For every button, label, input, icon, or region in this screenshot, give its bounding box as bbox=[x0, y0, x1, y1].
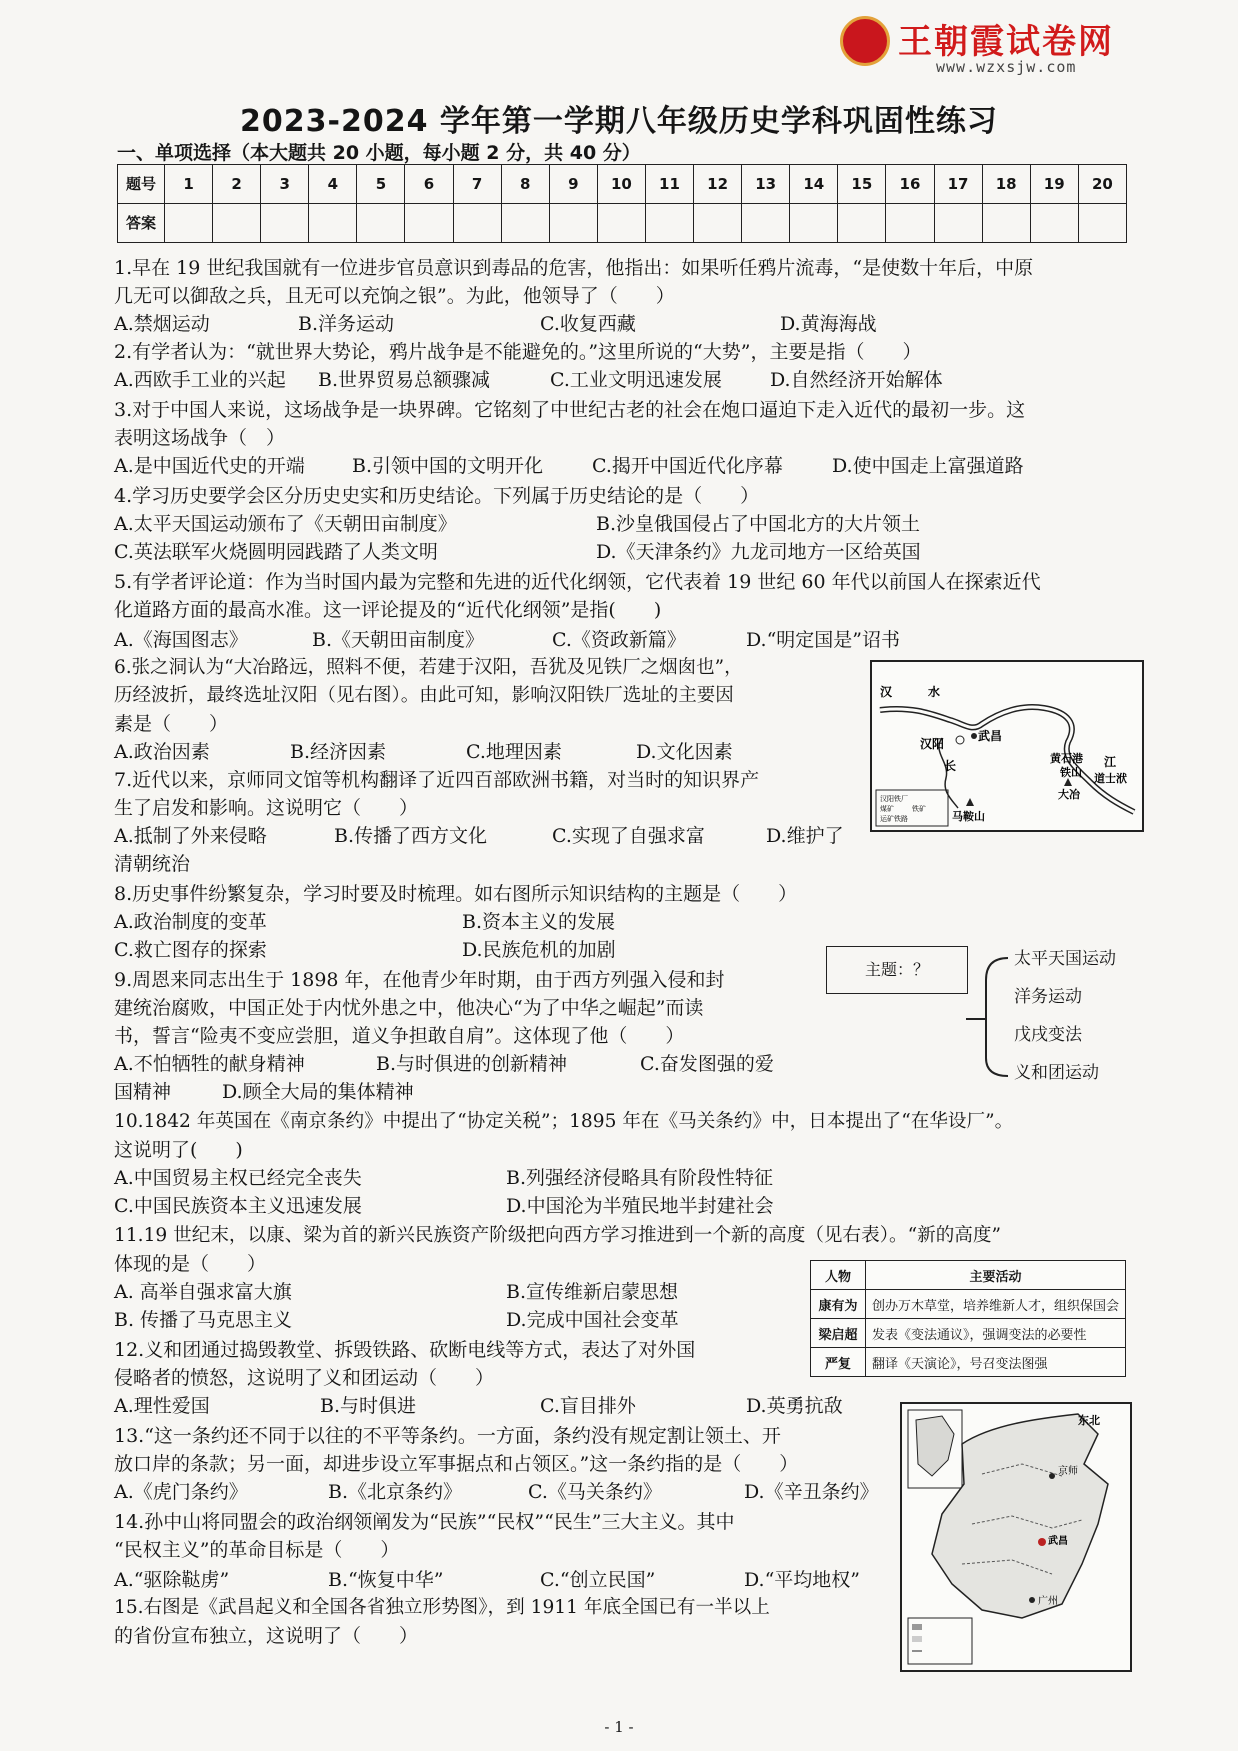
q5-option-d[interactable]: D.“明定国是”诏书 bbox=[746, 629, 901, 651]
question-number-cell: 14 bbox=[790, 165, 838, 204]
q4-option-b[interactable]: B.沙皇俄国侵占了中国北方的大片领土 bbox=[596, 513, 921, 535]
answer-cell[interactable] bbox=[742, 204, 790, 243]
q8-option-b[interactable]: B.资本主义的发展 bbox=[462, 911, 616, 933]
question-number-cell: 19 bbox=[1030, 165, 1078, 204]
q7-option-a[interactable]: A.抵制了外来侵略 bbox=[114, 825, 267, 847]
q9-stem: 书，誓言“险夷不变应尝胆，道义争担敢自肩”。这体现了他（ ） bbox=[114, 1025, 685, 1047]
q6-stem: 历经波折，最终选址汉阳（见右图）。由此可知，影响汉阳铁厂选址的主要因 bbox=[114, 685, 734, 706]
q4-option-c[interactable]: C.英法联军火烧圆明园践踏了人类文明 bbox=[114, 541, 438, 563]
table-row bbox=[811, 1348, 1126, 1377]
question-number-cell: 8 bbox=[501, 165, 549, 204]
q5-option-c[interactable]: C.《资政新篇》 bbox=[552, 629, 686, 651]
q7-stem: 生了启发和影响。这说明它（ ） bbox=[114, 797, 419, 819]
map-label: 武昌 bbox=[1048, 1536, 1068, 1547]
map-label: 长 bbox=[944, 759, 957, 773]
q14-option-c[interactable]: C.“创立民国” bbox=[540, 1569, 656, 1591]
q4-option-d[interactable]: D.《天津条约》九龙司地方一区给英国 bbox=[596, 541, 921, 563]
china-outline bbox=[932, 1414, 1108, 1618]
answer-cell[interactable] bbox=[694, 204, 742, 243]
q1-option-a[interactable]: A.禁烟运动 bbox=[114, 313, 210, 335]
q10-stem: 10.1842 年英国在《南京条约》中提出了“协定关税”；1895 年在《马关条约》中，日本提出了“在华设厂”。 bbox=[114, 1111, 1014, 1132]
page-number: - 1 - bbox=[604, 1718, 634, 1736]
q3-option-b[interactable]: B.引领中国的文明开化 bbox=[352, 455, 544, 477]
question-number-cell: 13 bbox=[742, 165, 790, 204]
q6-option-a[interactable]: A.政治因素 bbox=[114, 741, 210, 763]
question-number-cell: 15 bbox=[838, 165, 886, 204]
answer-table-answer-row bbox=[118, 204, 1127, 243]
question-number-cell: 3 bbox=[261, 165, 309, 204]
question-number-cell: 5 bbox=[357, 165, 405, 204]
q10-option-d[interactable]: D.中国沦为半殖民地半封建社会 bbox=[506, 1195, 774, 1217]
reformers-table bbox=[810, 1260, 1126, 1377]
answer-cell[interactable] bbox=[501, 204, 549, 243]
table-cell-person: 康有为 bbox=[811, 1290, 866, 1319]
brand-seal-icon bbox=[840, 16, 890, 66]
table-row bbox=[811, 1319, 1126, 1348]
q7-stem: 7.近代以来，京师同文馆等机构翻译了近四百部欧洲书籍，对当时的知识界产 bbox=[114, 769, 760, 791]
capital-marker bbox=[1049, 1473, 1055, 1479]
q13-stem: 13.“这一条约还不同于以往的不平等条约。一方面，条约没有规定割让领土、开 bbox=[114, 1425, 781, 1447]
q4-stem: 4.学习历史要学会区分历史史实和历史结论。下列属于历史结论的是（ ） bbox=[114, 485, 760, 507]
diagram-item: 戊戌变法 bbox=[1014, 1025, 1082, 1045]
q7-option-b[interactable]: B.传播了西方文化 bbox=[334, 825, 488, 847]
map-label: 东北 bbox=[1078, 1414, 1100, 1427]
q2-option-d[interactable]: D.自然经济开始解体 bbox=[770, 369, 943, 391]
answer-cell[interactable] bbox=[165, 204, 213, 243]
diagram-topic-box: 主题：？ bbox=[826, 946, 968, 994]
map-label: 京师 bbox=[1058, 1466, 1078, 1477]
map-label: 汉 bbox=[880, 685, 893, 699]
brace-curve bbox=[986, 958, 1008, 1076]
question-number-cell: 7 bbox=[453, 165, 501, 204]
q9-option-a[interactable]: A.不怕牺牲的献身精神 bbox=[114, 1053, 305, 1075]
hanyang-ironworks-map bbox=[870, 660, 1144, 832]
wuchang-marker bbox=[1038, 1538, 1046, 1546]
q2-stem: 2.有学者认为：“就世界大势论，鸦片战争是不能避免的。”这里所说的“大势”，主要是指（ ） bbox=[114, 341, 922, 363]
q1-option-b[interactable]: B.洋务运动 bbox=[298, 313, 395, 335]
brand-url: www.wzxsjw.com bbox=[936, 58, 1077, 76]
q7-option-d[interactable]: D.维护了 bbox=[766, 825, 844, 847]
q14-option-d[interactable]: D.“平均地权” bbox=[744, 1569, 861, 1591]
q8-option-a[interactable]: A.政治制度的变革 bbox=[114, 911, 267, 933]
map-drawing bbox=[872, 662, 1142, 830]
answer-cell[interactable] bbox=[261, 204, 309, 243]
q7-option-c[interactable]: C.实现了自强求富 bbox=[552, 825, 705, 847]
map-label: 广州 bbox=[1038, 1596, 1058, 1607]
answer-cell[interactable] bbox=[934, 204, 982, 243]
brand-watermark bbox=[840, 14, 1160, 74]
q11-option-d[interactable]: D.完成中国社会变革 bbox=[506, 1309, 679, 1331]
section-heading: 一、单项选择（本大题共 20 小题，每小题 2 分，共 40 分） bbox=[117, 142, 641, 164]
q12-stem: 12.义和团通过捣毁教堂、拆毁铁路、砍断电线等方式，表达了对外国 bbox=[114, 1339, 696, 1361]
table-header-row bbox=[811, 1261, 1126, 1290]
q5-stem: 5.有学者评论道：作为当时国内最为完整和先进的近代化纲领，它代表着 19 世纪 60 年代以前国人在探索近代 bbox=[114, 571, 1041, 593]
q12-option-c[interactable]: C.盲目排外 bbox=[540, 1395, 636, 1417]
q11-option-c[interactable]: B. 传播了马克思主义 bbox=[114, 1309, 293, 1331]
q2-option-b[interactable]: B.世界贸易总额骤减 bbox=[318, 369, 491, 391]
table-row bbox=[811, 1290, 1126, 1319]
answer-cell[interactable] bbox=[549, 204, 597, 243]
q6-option-c[interactable]: C.地理因素 bbox=[466, 741, 562, 763]
q13-option-d[interactable]: D.《辛丑条约》 bbox=[744, 1481, 879, 1503]
legend-swatch bbox=[912, 1636, 922, 1642]
question-number-cell: 9 bbox=[549, 165, 597, 204]
q12-stem: 侵略者的愤怒，这说明了义和团运动（ ） bbox=[114, 1367, 495, 1389]
q11-option-a[interactable]: A. 高举自强求富大旗 bbox=[114, 1281, 292, 1303]
question-number-cell: 2 bbox=[213, 165, 261, 204]
answer-cell[interactable] bbox=[453, 204, 501, 243]
legend-item: 运矿铁路 bbox=[880, 815, 908, 823]
answer-cell[interactable] bbox=[790, 204, 838, 243]
table-cell-activity: 创办万木草堂，培养维新人才，组织保国会 bbox=[865, 1290, 1125, 1319]
answer-cell[interactable] bbox=[1030, 204, 1078, 243]
q11-stem: 体现的是（ ） bbox=[114, 1253, 267, 1275]
q5-stem: 化道路方面的最高水准。这一评论提及的“近代化纲领”是指( ) bbox=[114, 599, 662, 621]
map-label: 马鞍山 bbox=[952, 810, 985, 823]
answer-cell[interactable] bbox=[309, 204, 357, 243]
map-label: 铁山 bbox=[1060, 766, 1082, 779]
q7-option-d-continued: 清朝统治 bbox=[114, 853, 191, 875]
q13-option-c[interactable]: C.《马关条约》 bbox=[528, 1481, 662, 1503]
q9-stem: 建统治腐败，中国正处于内忧外患之中，他决心“为了中华之崛起”而读 bbox=[114, 997, 704, 1019]
answer-cell[interactable] bbox=[405, 204, 453, 243]
tieshan-mine-icon bbox=[1064, 778, 1072, 786]
answer-cell[interactable] bbox=[357, 204, 405, 243]
table-cell-person: 梁启超 bbox=[811, 1319, 866, 1348]
diagram-item: 太平天国运动 bbox=[1014, 949, 1116, 969]
table-header-cell: 主要活动 bbox=[865, 1261, 1125, 1290]
map-label: 武昌 bbox=[978, 729, 1003, 743]
q1-stem: 几无可以御敌之兵，且无可以充饷之银”。为此，他领导了（ ） bbox=[114, 285, 675, 307]
answer-cell[interactable] bbox=[597, 204, 645, 243]
q9-option-c-continued: 国精神 bbox=[114, 1081, 172, 1103]
q11-stem: 11.19 世纪末，以康、梁为首的新兴民族资产阶级把向西方学习推进到一个新的高度（见右表）。“新的高度” bbox=[114, 1225, 1001, 1246]
q9-option-b[interactable]: B.与时俱进的创新精神 bbox=[376, 1053, 568, 1075]
q5-option-a[interactable]: A.《海国图志》 bbox=[114, 629, 248, 651]
wuchang-marker bbox=[971, 733, 977, 739]
map-label: 大冶 bbox=[1058, 788, 1080, 801]
q11-option-b[interactable]: B.宣传维新启蒙思想 bbox=[506, 1281, 679, 1303]
table-cell-person: 严复 bbox=[811, 1348, 866, 1377]
table-cell-activity: 翻译《天演论》，号召变法图强 bbox=[865, 1348, 1125, 1377]
answer-table-number-row bbox=[118, 165, 1127, 204]
question-number-cell: 17 bbox=[934, 165, 982, 204]
q3-option-d[interactable]: D.使中国走上富强道路 bbox=[832, 455, 1024, 477]
q10-option-b[interactable]: B.列强经济侵略具有阶段性特征 bbox=[506, 1167, 774, 1189]
q10-stem: 这说明了( ) bbox=[114, 1139, 243, 1161]
q15-stem: 的省份宣布独立，这说明了（ ） bbox=[114, 1625, 419, 1647]
answer-table bbox=[117, 164, 1127, 243]
q12-option-d[interactable]: D.英勇抗敌 bbox=[746, 1395, 843, 1417]
diagram-item: 义和团运动 bbox=[1014, 1063, 1099, 1083]
wuchang-uprising-map bbox=[900, 1402, 1132, 1672]
answer-cell[interactable] bbox=[982, 204, 1030, 243]
q14-stem: 14.孙中山将同盟会的政治纲领阐发为“民族”“民权”“民生”三大主义。其中 bbox=[114, 1511, 735, 1533]
q8-stem: 8.历史事件纷繁复杂，学习时要及时梳理。如右图所示知识结构的主题是（ ） bbox=[114, 883, 798, 905]
answer-cell[interactable] bbox=[1078, 204, 1126, 243]
inset-region bbox=[916, 1416, 954, 1476]
q1-option-c[interactable]: C.收复西藏 bbox=[540, 313, 636, 335]
q14-option-a[interactable]: A.“驱除鞑虏” bbox=[114, 1569, 230, 1591]
q3-stem: 3.对于中国人来说，这场战争是一块界碑。它铭刻了中世纪古老的社会在炮口逼迫下走入近代的最初一步。这 bbox=[114, 399, 1026, 421]
table-header-cell: 人物 bbox=[811, 1261, 866, 1290]
question-number-cell: 1 bbox=[165, 165, 213, 204]
page-title: 2023-2024 学年第一学期八年级历史学科巩固性练习 bbox=[240, 104, 998, 139]
q9-stem: 9.周恩来同志出生于 1898 年，在他青少年时期，由于西方列强入侵和封 bbox=[114, 969, 725, 991]
legend-item: 汉阳铁厂 bbox=[880, 795, 908, 803]
q1-option-d[interactable]: D.黄海海战 bbox=[780, 313, 877, 335]
q8-option-c[interactable]: C.救亡图存的探索 bbox=[114, 939, 267, 961]
brand-name: 王朝霞试卷网 bbox=[898, 22, 1114, 62]
answer-cell[interactable] bbox=[886, 204, 934, 243]
map-drawing bbox=[902, 1404, 1130, 1670]
q6-stem: 素是（ ） bbox=[114, 713, 229, 735]
diagram-brace bbox=[966, 950, 1012, 1078]
table-cell-activity: 发表《变法通议》，强调变法的必要性 bbox=[865, 1319, 1125, 1348]
q14-option-b[interactable]: B.“恢复中华” bbox=[328, 1569, 444, 1591]
river-inner bbox=[880, 707, 1134, 812]
map-label: 水 bbox=[928, 685, 941, 699]
row-label-number: 题号 bbox=[118, 165, 165, 204]
question-number-cell: 12 bbox=[694, 165, 742, 204]
q3-stem: 表明这场战争（ ） bbox=[114, 427, 286, 449]
question-number-cell: 20 bbox=[1078, 165, 1126, 204]
q3-option-a[interactable]: A.是中国近代史的开端 bbox=[114, 455, 305, 477]
q6-option-d[interactable]: D.文化因素 bbox=[636, 741, 733, 763]
legend-item: 铁矿 bbox=[912, 805, 926, 813]
answer-cell[interactable] bbox=[838, 204, 886, 243]
legend-swatch bbox=[912, 1624, 922, 1630]
map-label: 汉阳 bbox=[920, 737, 945, 751]
river-line bbox=[880, 707, 1134, 812]
q10-option-a[interactable]: A.中国贸易主权已经完全丧失 bbox=[114, 1167, 362, 1189]
hanyang-marker bbox=[956, 736, 964, 744]
maanshan-mine-icon bbox=[966, 798, 974, 806]
question-number-cell: 16 bbox=[886, 165, 934, 204]
legend-item: 煤矿 bbox=[880, 805, 894, 813]
q6-option-b[interactable]: B.经济因素 bbox=[290, 741, 387, 763]
q12-option-a[interactable]: A.理性爱国 bbox=[114, 1395, 210, 1417]
q10-option-c[interactable]: C.中国民族资本主义迅速发展 bbox=[114, 1195, 362, 1217]
q5-option-b[interactable]: B.《天朝田亩制度》 bbox=[312, 629, 485, 651]
q15-stem: 15.右图是《武昌起义和全国各省独立形势图》，到 1911 年底全国已有一半以上 bbox=[114, 1597, 770, 1618]
map-label: 黄石港 bbox=[1050, 752, 1083, 765]
q13-stem: 放口岸的条款；另一面，却进步设立军事据点和占领区。”这一条约指的是（ ） bbox=[114, 1453, 799, 1475]
question-number-cell: 18 bbox=[982, 165, 1030, 204]
question-number-cell: 6 bbox=[405, 165, 453, 204]
answer-cell[interactable] bbox=[645, 204, 693, 243]
q12-option-b[interactable]: B.与时俱进 bbox=[320, 1395, 417, 1417]
q1-stem: 1.早在 19 世纪我国就有一位进步官员意识到毒品的危害，他指出：如果听任鸦片流毒，“是使数十年后，中原 bbox=[114, 257, 1034, 279]
q9-option-c[interactable]: C.奋发图强的爱 bbox=[640, 1053, 774, 1075]
q13-option-a[interactable]: A.《虎门条约》 bbox=[114, 1481, 248, 1503]
map-label: 道士洑 bbox=[1094, 772, 1127, 785]
question-number-cell: 10 bbox=[597, 165, 645, 204]
guangzhou-marker bbox=[1029, 1597, 1035, 1603]
diagram-item: 洋务运动 bbox=[1014, 987, 1082, 1007]
q14-stem: “民权主义”的革命目标是（ ） bbox=[114, 1539, 400, 1561]
q13-option-b[interactable]: B.《北京条约》 bbox=[328, 1481, 463, 1503]
q2-option-c[interactable]: C.工业文明迅速发展 bbox=[550, 369, 722, 391]
row-label-answer: 答案 bbox=[118, 204, 165, 243]
answer-cell[interactable] bbox=[213, 204, 261, 243]
q6-stem: 6.张之洞认为“大冶路远，照料不便，若建于汉阳，吾犹及见铁厂之烟囱也”， bbox=[114, 657, 743, 678]
q8-option-d[interactable]: D.民族危机的加剧 bbox=[462, 939, 616, 961]
q4-option-a[interactable]: A.太平天国运动颁布了《天朝田亩制度》 bbox=[114, 513, 457, 535]
q9-option-d[interactable]: D.顾全大局的集体精神 bbox=[222, 1081, 414, 1103]
q3-option-c[interactable]: C.揭开中国近代化序幕 bbox=[592, 455, 783, 477]
question-number-cell: 11 bbox=[645, 165, 693, 204]
map-label: 江 bbox=[1104, 755, 1117, 769]
question-number-cell: 4 bbox=[309, 165, 357, 204]
q2-option-a[interactable]: A.西欧手工业的兴起 bbox=[114, 369, 286, 391]
